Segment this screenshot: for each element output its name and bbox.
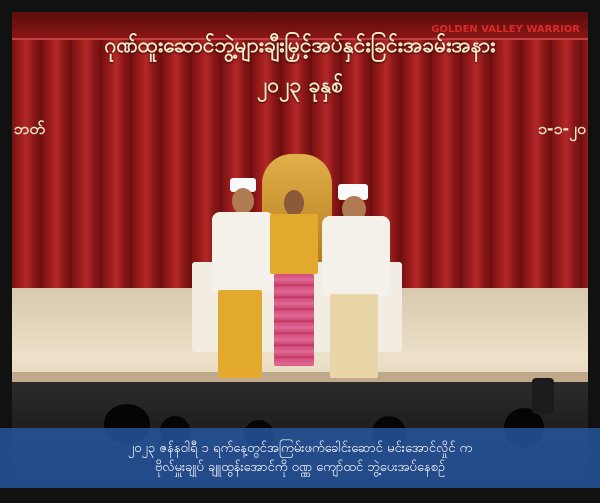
ceremony-year: ၂၀၂၃ ခုနှစ် <box>256 73 344 97</box>
person-center-top <box>270 214 318 274</box>
ceremony-title: ဂုဏ်ထူးဆောင်ဘွဲ့များချီးမြှင့်အပ်နှင်းခြင်းအခမ်းအနား <box>104 33 496 57</box>
person-right-shirt <box>322 216 390 296</box>
caption-line-2: ဗိုလ်မှူးချုပ် ချူထွန်းအောင်ကို ဝဏ္ဏ ကျော်ထင် ဘွဲ့ပေးအပ်နေစဉ် <box>154 460 446 475</box>
person-left-head <box>232 188 254 214</box>
watermark: GOLDEN VALLEY WARRIOR <box>431 24 580 35</box>
title-left-fragment: ဘတ် <box>14 119 45 138</box>
person-center-skirt <box>274 274 314 366</box>
photo-caption <box>0 428 600 488</box>
caption-line-1: ၂၀၂၃ ဇန်နဝါရီ ၁ ရက်နေ့တွင်အကြမ်းဖက်ခေါင်းဆောင် မင်းအောင်လှိုင် က <box>127 441 473 456</box>
stage-edge <box>12 372 588 382</box>
person-left-longyi <box>218 290 262 378</box>
person-right-longyi <box>330 294 378 378</box>
person-left-shirt <box>212 212 274 292</box>
person-center-head <box>284 190 304 216</box>
ceremony-photo <box>12 12 588 490</box>
title-right-fragment: ၁-၁-၂၀ <box>537 119 586 138</box>
